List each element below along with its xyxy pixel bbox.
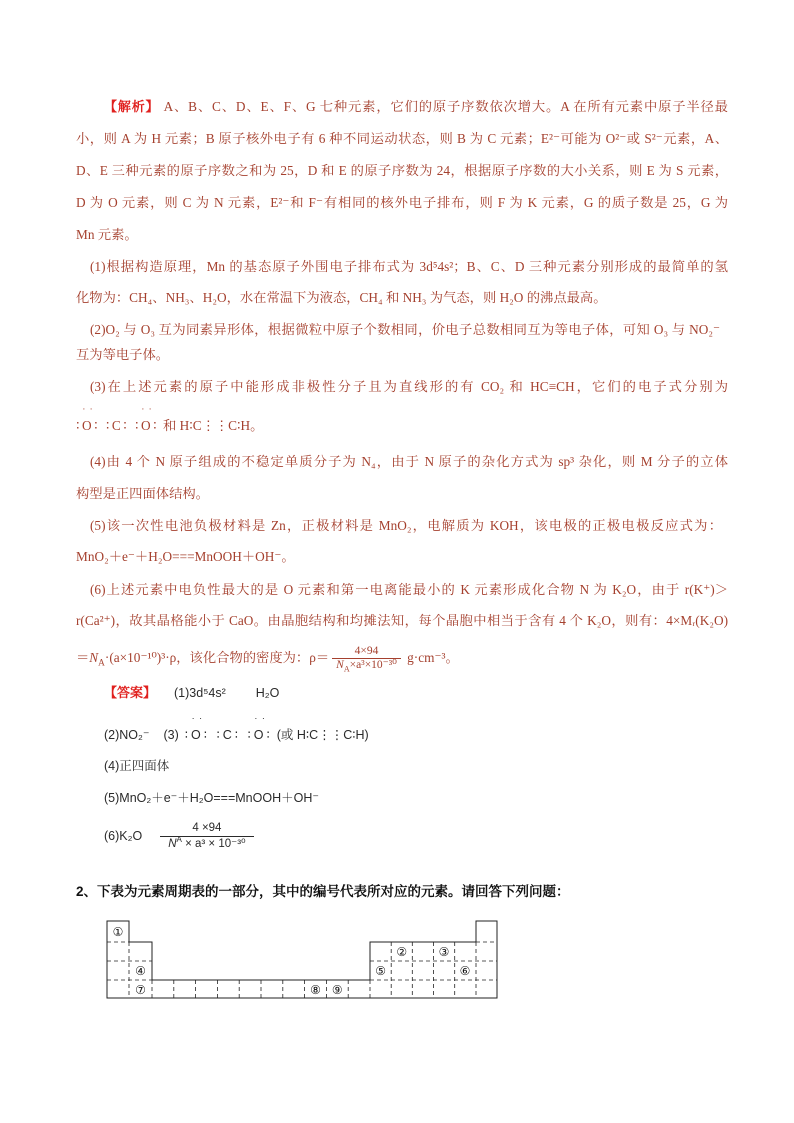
formula-bond: ∶ ∶ xyxy=(234,728,254,742)
avogadro-symbol: N xyxy=(168,838,177,851)
analysis-text: Mn 元素。 xyxy=(76,227,138,242)
element-label-5: ⑤ xyxy=(375,964,386,978)
analysis-part1-line-1 xyxy=(90,257,728,277)
formula-bond: ∶ ∶ xyxy=(203,728,223,742)
fraction-denominator xyxy=(160,836,253,851)
element-label-3: ③ xyxy=(438,945,450,959)
fraction-denominator xyxy=(332,658,401,672)
answer-5: (5)MnO₂＋e⁻＋H₂O===MnOOH＋OH⁻ xyxy=(104,791,319,805)
analysis-part4-line-2 xyxy=(76,484,728,504)
avogadro-superscript: A xyxy=(176,835,182,845)
electrode-equation: MnO₂＋e⁻＋H₂O===MnOOH＋OH⁻。 xyxy=(76,549,295,564)
element-label-6: ⑥ xyxy=(459,964,471,978)
formula-atom-o: · · O xyxy=(141,416,153,436)
fraction-numerator: 4 ×94 xyxy=(192,822,222,835)
co2-electron-formula xyxy=(76,418,159,433)
density-unit: g·cm⁻³。 xyxy=(403,650,459,665)
density-fraction xyxy=(332,645,401,672)
formula-atom-c: C xyxy=(111,418,124,433)
analysis-text: 互为等电子体。 xyxy=(76,347,170,362)
analysis-part3-line-1 xyxy=(90,377,728,397)
analysis-text: D、E 三种元素的原子序数之和为 25，D 和 E 的原子序数为 24，根据原子序数的大小关系，则 E 为 S 元素， xyxy=(76,163,728,178)
conjunction-text: 和 xyxy=(163,418,177,433)
answer-line-1 xyxy=(104,683,728,703)
question-text: 2、下表为元素周期表的一部分，其中的编号代表所对应的元素。请回答下列问题： xyxy=(76,884,570,899)
analysis-part6-line-1 xyxy=(90,580,728,600)
analysis-text: (4)由 4 个 N 原子组成的不稳定单质分子为 N₄，由于 N 原子的杂化方式为 sp³ 杂化，则 M 分子的立体 xyxy=(90,454,728,469)
formula-bond: ∶ xyxy=(266,728,273,742)
analysis-text: (3)在上述元素的原子中能形成非极性分子且为直线形的有 CO₂ 和 HC≡CH，它们的电子式分别为 xyxy=(90,379,728,394)
denominator-rest: ×a³×10⁻³⁰ xyxy=(349,659,397,672)
analysis-text: 化物为：CH₄、NH₃、H₂O，水在常温下为液态，CH₄ 和 NH₃ 为气态，则 H₂O 的沸点最高。 xyxy=(76,290,607,305)
analysis-part2-line-2 xyxy=(76,345,728,365)
formula-atom-o: · · O xyxy=(191,725,204,745)
analysis-label: 【解析】 xyxy=(104,99,160,114)
analysis-line-3 xyxy=(76,161,728,181)
equals-sign: ＝ xyxy=(76,650,90,665)
analysis-text: (6)上述元素中电负性最大的是 O 元素和第一电离能最小的 K 元素形成化合物 N 为 K₂O，由于 r(K⁺)＞ xyxy=(90,582,728,597)
element-label-7: ⑦ xyxy=(135,983,146,997)
answer-1: (1)3d⁵4s² xyxy=(174,686,226,700)
element-label-1: ① xyxy=(112,925,124,939)
answer-4: (4)正四面体 xyxy=(104,759,170,773)
analysis-line-4 xyxy=(76,193,728,213)
formula-bond: ∶ xyxy=(153,418,160,433)
element-label-2: ② xyxy=(396,945,408,959)
analysis-part2-line-1 xyxy=(90,320,720,340)
element-labels xyxy=(113,925,471,997)
answer-line-5 xyxy=(104,822,728,850)
sentence-end: 。 xyxy=(250,418,264,433)
formula-atom-o: · · O xyxy=(82,416,94,436)
analysis-text: (2)O₂ 与 O₃ 互为同素异形体，根据微粒中原子个数相同，价电子总数相同互为等电子体，可知 O₃ 与 NO₂⁻ xyxy=(90,322,720,337)
avogadro-symbol: N xyxy=(336,659,344,672)
analysis-line-5 xyxy=(76,225,728,245)
analysis-text: 构型是正四面体结构。 xyxy=(76,486,209,501)
answer-3-prefix: (3) xyxy=(163,728,179,742)
analysis-text: (1)根据构造原理，Mn 的基态原子外围电子排布式为 3d⁵4s²；B、C、D 三种元素分别形成的最简单的氢 xyxy=(90,259,728,274)
answer-line-4 xyxy=(104,788,728,808)
answer-1-compound: H₂O xyxy=(255,686,280,700)
avogadro-symbol: N xyxy=(89,650,99,665)
analysis-part5-line-2 xyxy=(76,547,728,567)
analysis-part1-line-2 xyxy=(76,288,728,308)
element-label-9: ⑨ xyxy=(331,983,343,997)
formula-atom-o: · · O xyxy=(254,725,267,745)
fraction-numerator: 4×94 xyxy=(354,645,379,658)
element-label-8: ⑧ xyxy=(310,983,321,997)
analysis-line-1 xyxy=(104,97,728,117)
analysis-text: A、B、C、D、E、F、G 七种元素，它们的原子序数依次增大。A 在所有元素中原子半径最 xyxy=(163,99,728,114)
electron-formula-line xyxy=(76,416,728,436)
periodic-table-fragment xyxy=(100,915,510,1005)
formula-bond: ∶ xyxy=(76,418,82,433)
answer-3-alternative: (或 H∶C⋮⋮C∶H) xyxy=(276,728,369,742)
table-outline xyxy=(107,921,497,998)
co2-electron-formula xyxy=(185,728,273,742)
analysis-part6-line-3 xyxy=(76,644,728,672)
analysis-text: (5)该一次性电池负极材料是 Zn，正极材料是 MnO₂，电解质为 KOH，该电极的正极电极反应式为： xyxy=(90,518,722,533)
answer-line-2 xyxy=(104,725,728,745)
formula-atom-c: C xyxy=(222,728,235,742)
analysis-text: D 为 O 元素，则 C 为 N 元素，E²⁻和 F⁻有相同的核外电子排布，则 F 为 K 元素，G 的质子数是 25，G 为 xyxy=(76,195,728,210)
c2h2-electron-formula: H∶C⋮⋮C∶H xyxy=(179,418,251,433)
analysis-part5-line-1 xyxy=(90,516,722,536)
analysis-part6-line-2 xyxy=(76,611,728,631)
avogadro-subscript: A xyxy=(98,658,105,669)
avogadro-subscript: A xyxy=(343,664,350,674)
analysis-line-2 xyxy=(76,129,728,149)
answer-6: (6)K₂O xyxy=(104,829,143,843)
element-label-4: ④ xyxy=(135,964,146,978)
answer-line-3 xyxy=(104,756,728,776)
formula-bond: ∶ ∶ xyxy=(94,418,112,433)
analysis-text: ·(a×10⁻¹⁰)³·ρ，该化合物的密度为：ρ＝ xyxy=(104,650,330,665)
answer-label: 【答案】 xyxy=(104,685,157,700)
analysis-text: r(Ca²⁺)，故其晶格能小于 CaO。由晶胞结构和均摊法知，每个晶胞中相当于含有 4 个 K₂O，则有：4×Mᵣ(K₂O) xyxy=(76,613,728,628)
question-2 xyxy=(76,882,728,902)
answer-2: (2)NO₂⁻ xyxy=(104,728,150,742)
formula-bond: ∶ ∶ xyxy=(123,418,141,433)
answer-6-fraction xyxy=(160,822,253,851)
analysis-text: 小，则 A 为 H 元素；B 原子核外电子有 6 种不同运动状态，则 B 为 C 元素；E²⁻可能为 O²⁻或 S²⁻元素，A、 xyxy=(76,131,728,146)
analysis-part4-line-1 xyxy=(90,452,728,472)
denominator-rest: × a³ × 10⁻³⁰ xyxy=(181,838,246,851)
formula-bond: ∶ xyxy=(184,728,192,742)
